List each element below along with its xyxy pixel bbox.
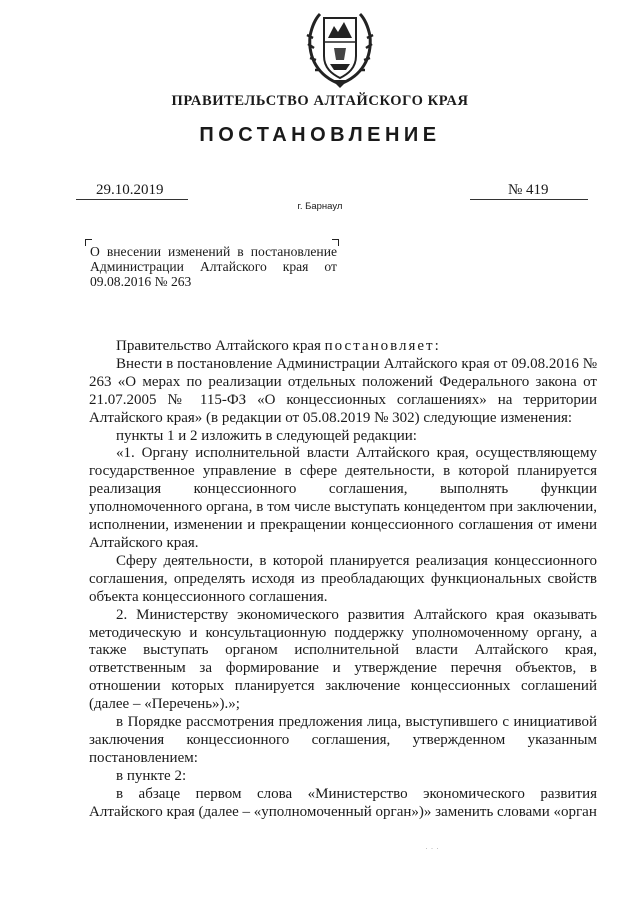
date-underline: [76, 199, 188, 200]
body-paragraph: в Порядке рассмотрения предложения лица, выступившего с инициативой заключения концессионного соглашения, утвержденном указанным постановлением:: [89, 714, 597, 766]
number-underline: [470, 199, 588, 200]
intro-lead: Правительство Алтайского края: [116, 338, 325, 354]
document-date: 29.10.2019: [96, 182, 164, 198]
document-type-title: ПОСТАНОВЛЕНИЕ: [199, 124, 441, 146]
intro-paragraph: [89, 338, 597, 356]
organization-title: ПРАВИТЕЛЬСТВО АЛТАЙСКОГО КРАЯ: [171, 93, 469, 109]
coat-of-arms-icon: [300, 8, 380, 90]
body-paragraph: в абзаце первом слова «Министерство экономического развития Алтайского края (далее – «уполномоченный орган»)» заменить словами «орган: [89, 785, 597, 820]
body-paragraph: 2. Министерству экономического развития Алтайского края оказывать методическую и консультационную поддержку уполномоченному органу, а также выступать органом исполнительной власти Алтайского края, ответственным за формирование и утверждение перечня объектов, в отношении которых планируется заключение концессионных соглашений (далее – «Перечень»).»;: [89, 606, 597, 713]
document-number: № 419: [508, 182, 549, 198]
document-body: [89, 338, 597, 821]
body-paragraph: Сферу деятельности, в которой планируется реализация концессионного соглашения, определять исходя из преобладающих функциональных свойств объекта концессионного соглашения.: [89, 552, 597, 605]
body-paragraph: Внести в постановление Администрации Алтайского края от 09.08.2016 № 263 «О мерах по реализации отдельных положений Федерального закона от 21.07.2005 № 115-ФЗ «О концессионных соглашениях» на территории Алтайского края» (в редакции от 05.08.2019 № 302) следующие изменения:: [89, 355, 597, 426]
body-paragraph: пункты 1 и 2 изложить в следующей редакции:: [116, 427, 417, 444]
scan-artifact: · · ·: [425, 843, 439, 853]
body-paragraph: «1. Органу исполнительной власти Алтайского края, осуществляющему государственное управление в сфере деятельности, в которой планируется реализация концессионного соглашения, выполнять функции уполномоченного органа, в том числе выступать концедентом при заключении, исполнении, изменении и прекращении концессионного соглашения от имени Алтайского края.: [89, 445, 597, 551]
issue-city: г. Барнаул: [297, 201, 343, 212]
body-paragraph: в пункте 2:: [116, 767, 187, 784]
intro-verb: постановляет:: [324, 338, 441, 354]
document-subject: О внесении изменений в постановление Администрации Алтайского края от 09.08.2016 № 263: [90, 244, 337, 289]
